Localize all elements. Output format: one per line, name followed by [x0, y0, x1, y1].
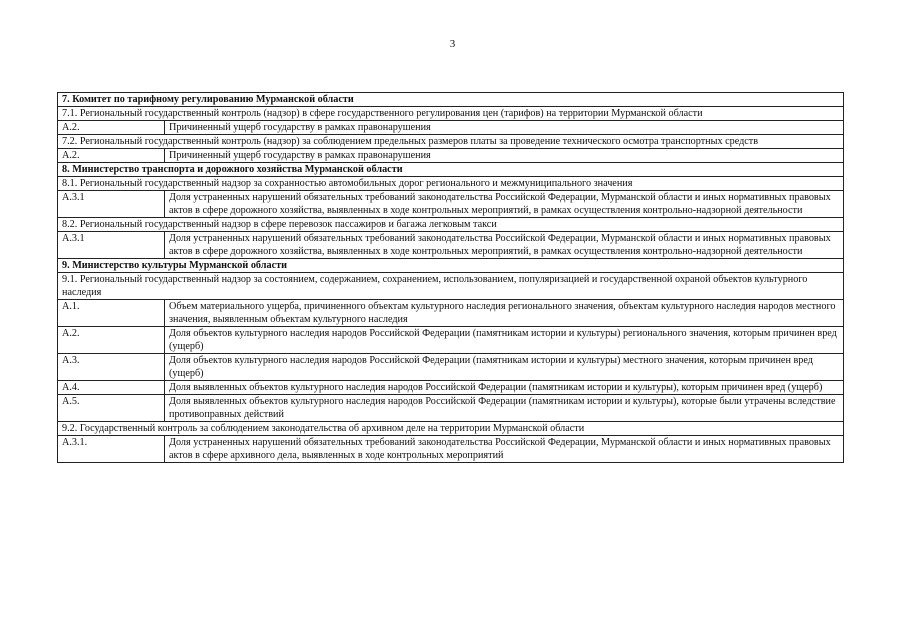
indicator-row: [58, 327, 844, 354]
indicator-text: Причиненный ущерб государству в рамках правонарушения: [165, 149, 844, 163]
indicator-row: [58, 436, 844, 463]
indicator-text: Доля выявленных объектов культурного наследия народов Российской Федерации (памятникам истории и культуры), которые были утрачены вследствие противоправных действий: [165, 395, 844, 422]
subsection-title: 9.2. Государственный контроль за соблюдением законодательства об архивном деле на территории Мурманской области: [58, 422, 844, 436]
section-heading-row: [58, 259, 844, 273]
indicator-text: Доля выявленных объектов культурного наследия народов Российской Федерации (памятникам истории и культуры), которым причинен вред (ущерб): [165, 381, 844, 395]
subsection-row: [58, 273, 844, 300]
page-number: 3: [449, 38, 456, 50]
indicator-text: Доля устраненных нарушений обязательных требований законодательства Российской Федерации, Мурманской области и иных нормативных правовых актов в сфере дорожного хозяйства, выявленных в ходе контрольных мероприятий, в рамках осуществления контрольно-надзорной деятельности: [165, 191, 844, 218]
indicator-row: [58, 191, 844, 218]
indicator-code: А.2.: [58, 149, 165, 163]
section-heading-row: [58, 163, 844, 177]
indicator-code: А.3.1: [58, 191, 165, 218]
indicators-table: [57, 92, 844, 463]
indicator-row: [58, 121, 844, 135]
indicator-row: [58, 149, 844, 163]
indicator-code: А.2.: [58, 327, 165, 354]
indicator-code: А.2.: [58, 121, 165, 135]
subsection-row: [58, 422, 844, 436]
subsection-title: 8.1. Региональный государственный надзор за сохранностью автомобильных дорог регионального и межмуниципального значения: [58, 177, 844, 191]
subsection-title: 7.1. Региональный государственный контроль (надзор) в сфере государственного регулирования цен (тарифов) на территории Мурманской области: [58, 107, 844, 121]
indicators-table-body: [58, 93, 844, 463]
indicator-code: А.3.1.: [58, 436, 165, 463]
indicator-code: А.1.: [58, 300, 165, 327]
subsection-title: 7.2. Региональный государственный контроль (надзор) за соблюдением предельных размеров платы за проведение технического осмотра транспортных средств: [58, 135, 844, 149]
indicator-text: Причиненный ущерб государству в рамках правонарушения: [165, 121, 844, 135]
indicator-code: А.3.: [58, 354, 165, 381]
indicator-row: [58, 354, 844, 381]
indicator-row: [58, 381, 844, 395]
indicator-code: А.5.: [58, 395, 165, 422]
indicator-row: [58, 300, 844, 327]
section-heading: 8. Министерство транспорта и дорожного хозяйства Мурманской области: [58, 163, 844, 177]
subsection-title: 8.2. Региональный государственный надзор в сфере перевозок пассажиров и багажа легковым такси: [58, 218, 844, 232]
indicator-row: [58, 395, 844, 422]
subsection-title: 9.1. Региональный государственный надзор за состоянием, содержанием, сохранением, использованием, популяризацией и государственной охраной объектов культурного наследия: [58, 273, 844, 300]
section-heading: 7. Комитет по тарифному регулированию Мурманской области: [58, 93, 844, 107]
section-heading: 9. Министерство культуры Мурманской области: [58, 259, 844, 273]
section-heading-row: [58, 93, 844, 107]
subsection-row: [58, 218, 844, 232]
indicator-row: [58, 232, 844, 259]
indicator-text: Доля объектов культурного наследия народов Российской Федерации (памятникам истории и культуры) местного значения, которым причинен вред (ущерб): [165, 354, 844, 381]
indicator-text: Доля устраненных нарушений обязательных требований законодательства Российской Федерации, Мурманской области и иных нормативных правовых актов в сфере архивного дела, выявленных в ходе контрольных мероприятий: [165, 436, 844, 463]
subsection-row: [58, 107, 844, 121]
subsection-row: [58, 177, 844, 191]
subsection-row: [58, 135, 844, 149]
indicator-code: А.3.1: [58, 232, 165, 259]
indicator-code: А.4.: [58, 381, 165, 395]
indicator-text: Доля объектов культурного наследия народов Российской Федерации (памятникам истории и культуры) регионального значения, которым причинен вред (ущерб): [165, 327, 844, 354]
indicator-text: Доля устраненных нарушений обязательных требований законодательства Российской Федерации, Мурманской области и иных нормативных правовых актов в сфере дорожного хозяйства, выявленных в ходе контрольных мероприятий, в рамках осуществления контрольно-надзорной деятельности: [165, 232, 844, 259]
indicator-text: Объем материального ущерба, причиненного объектам культурного наследия регионального значения, объектам культурного наследия народов местного значения, выявленным объектам культурного наследия: [165, 300, 844, 327]
